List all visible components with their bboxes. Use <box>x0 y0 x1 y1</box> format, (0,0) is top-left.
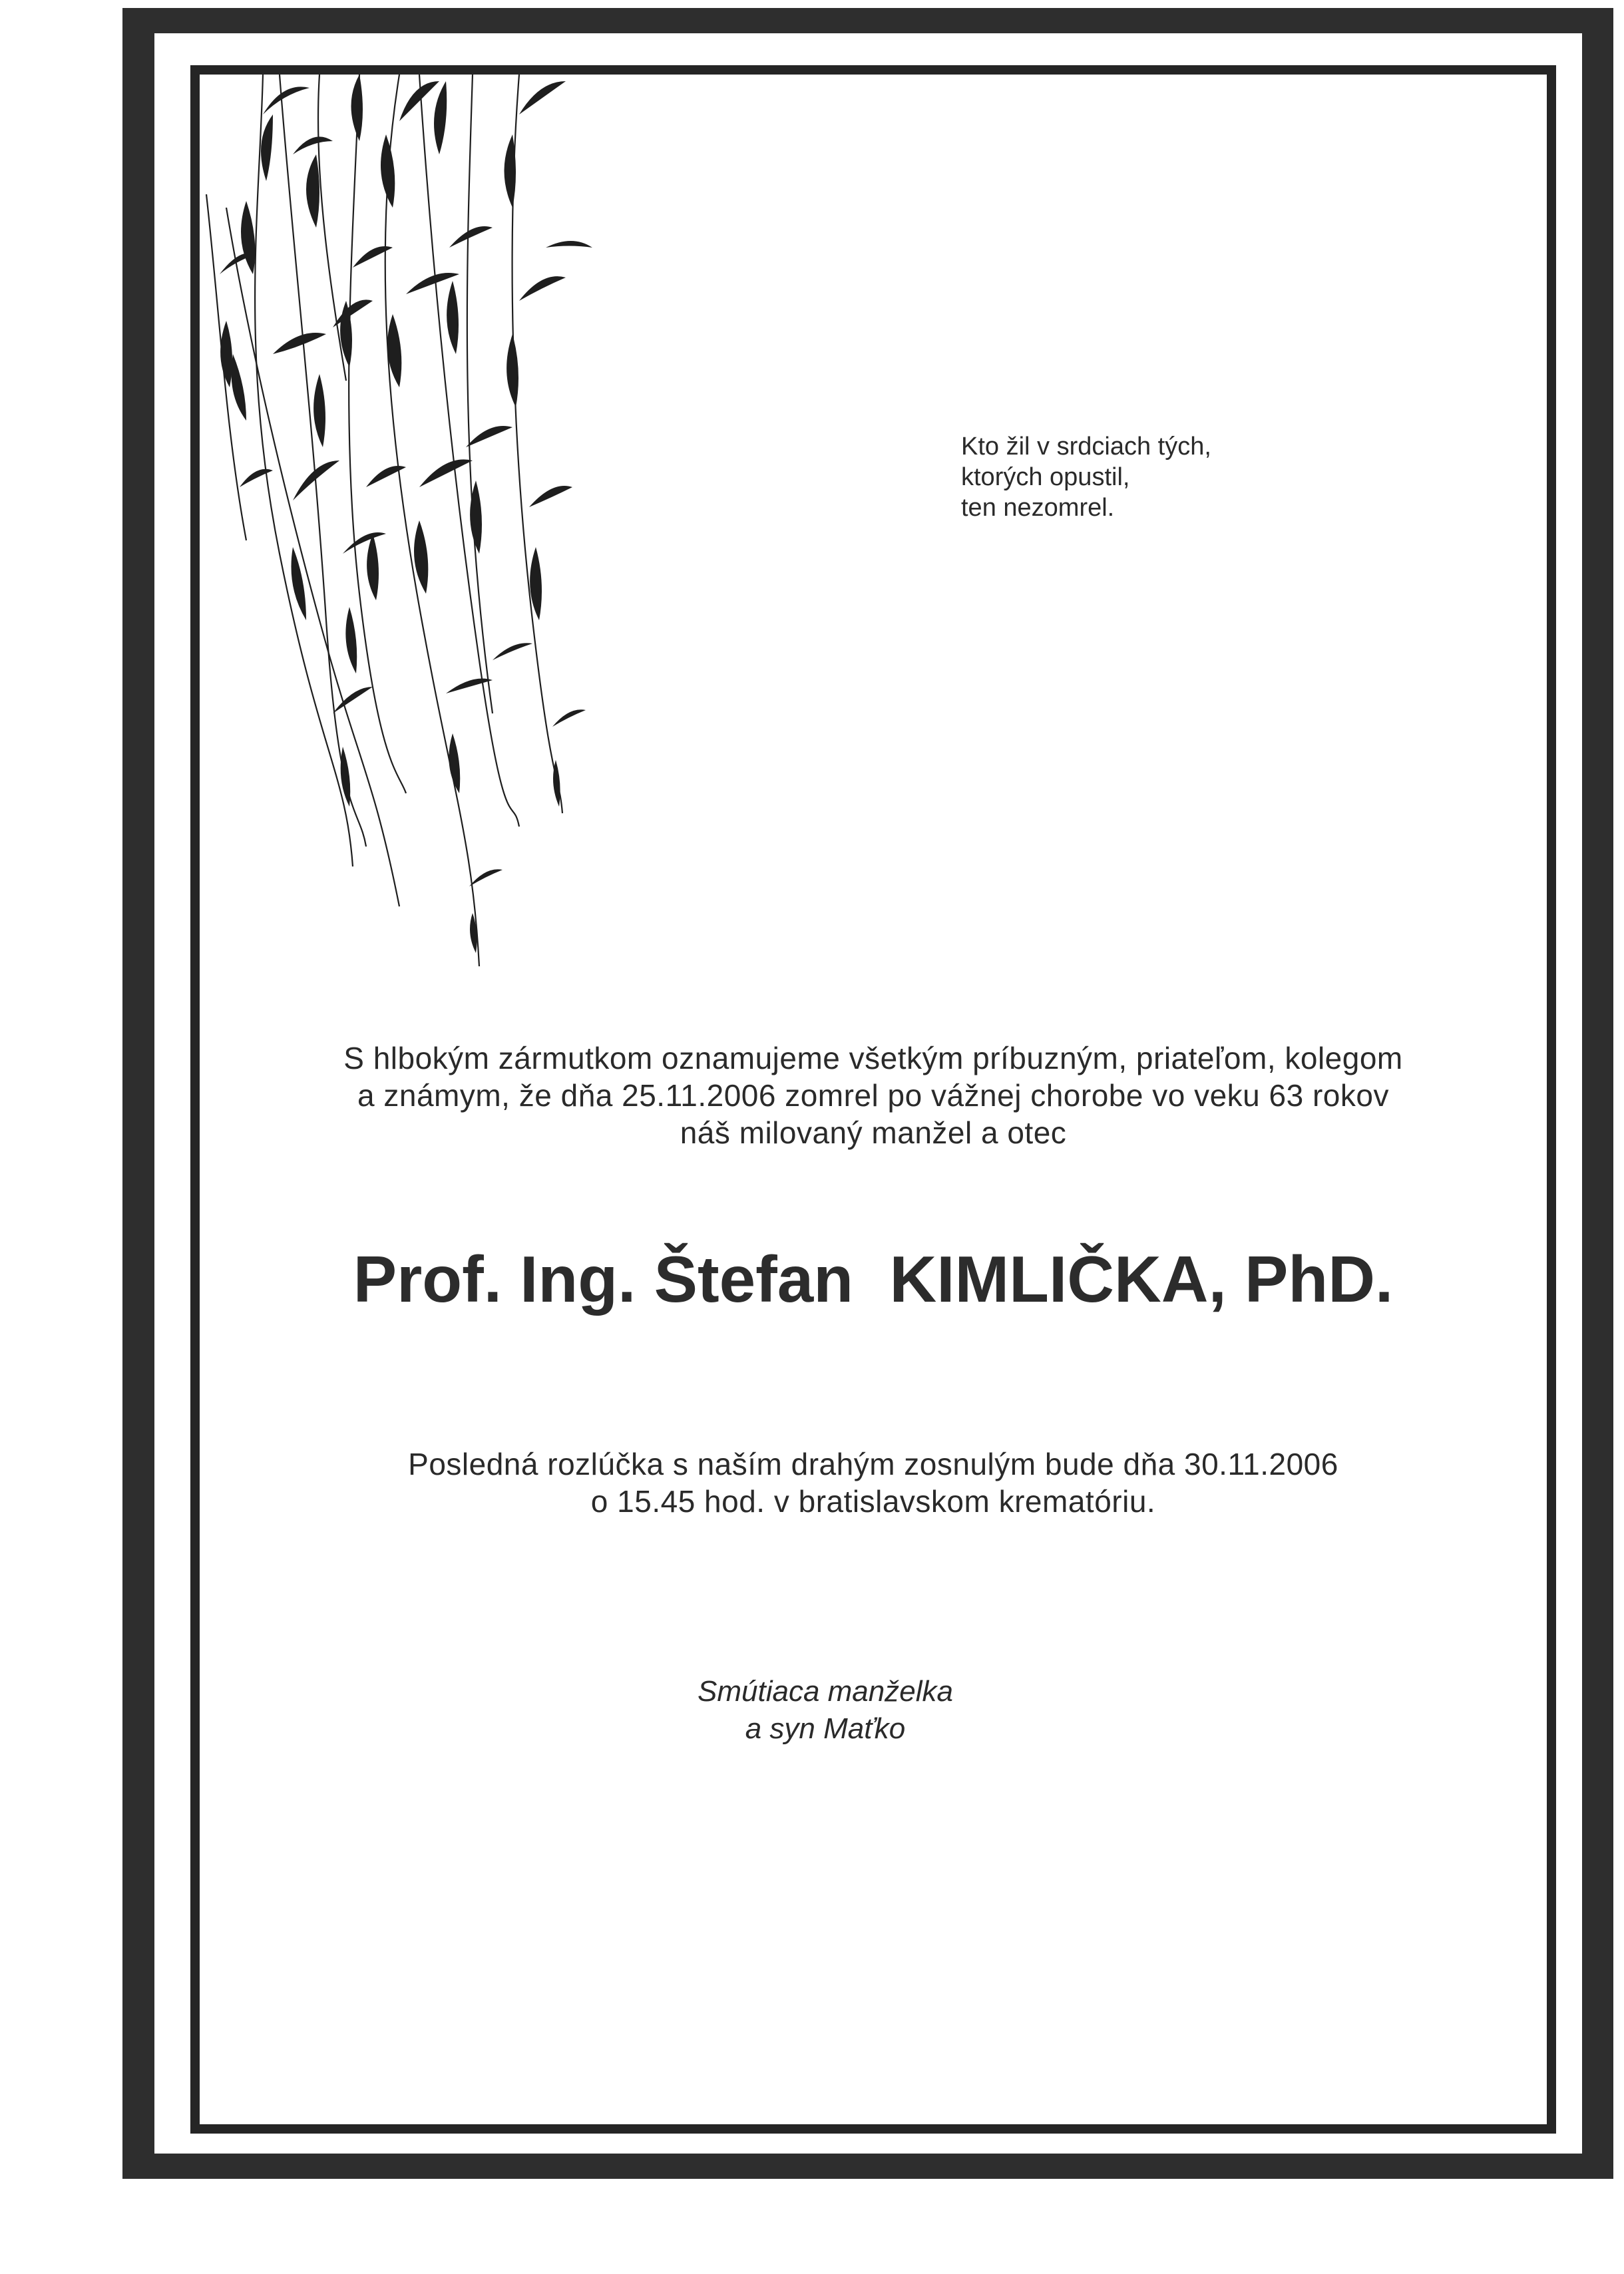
death-announcement <box>200 1040 1547 1151</box>
signature-line: Smútiaca manželka <box>698 1675 953 1708</box>
announcement-line: S hlbokým zármutkom oznamujeme všetkým príbuzným, priateľom, kolegom <box>343 1041 1403 1075</box>
farewell-line: o 15.45 hod. v bratislavskom krematóriu. <box>590 1484 1156 1519</box>
mourners-signature <box>626 1673 1025 1748</box>
farewell-line: Posledná rozlúčka s naším drahým zosnulým bude dňa 30.11.2006 <box>408 1447 1338 1481</box>
deceased-name: Prof. Ing. Štefan KIMLIČKA, PhD. <box>353 1242 1394 1316</box>
signature-line: a syn Maťko <box>745 1712 906 1745</box>
announcement-line: a známym, že dňa 25.11.2006 zomrel po vážnej chorobe vo veku 63 rokov <box>357 1078 1389 1113</box>
motto-line: ktorých opustil, <box>961 463 1130 491</box>
motto-line: ten nezomrel. <box>961 494 1115 522</box>
announcement-line: náš milovaný manžel a otec <box>680 1115 1067 1150</box>
motto-line: Kto žil v srdciach tých, <box>961 433 1211 461</box>
motto-quote <box>961 431 1294 523</box>
willow-branches-icon <box>200 75 599 973</box>
funeral-details <box>200 1445 1547 1520</box>
